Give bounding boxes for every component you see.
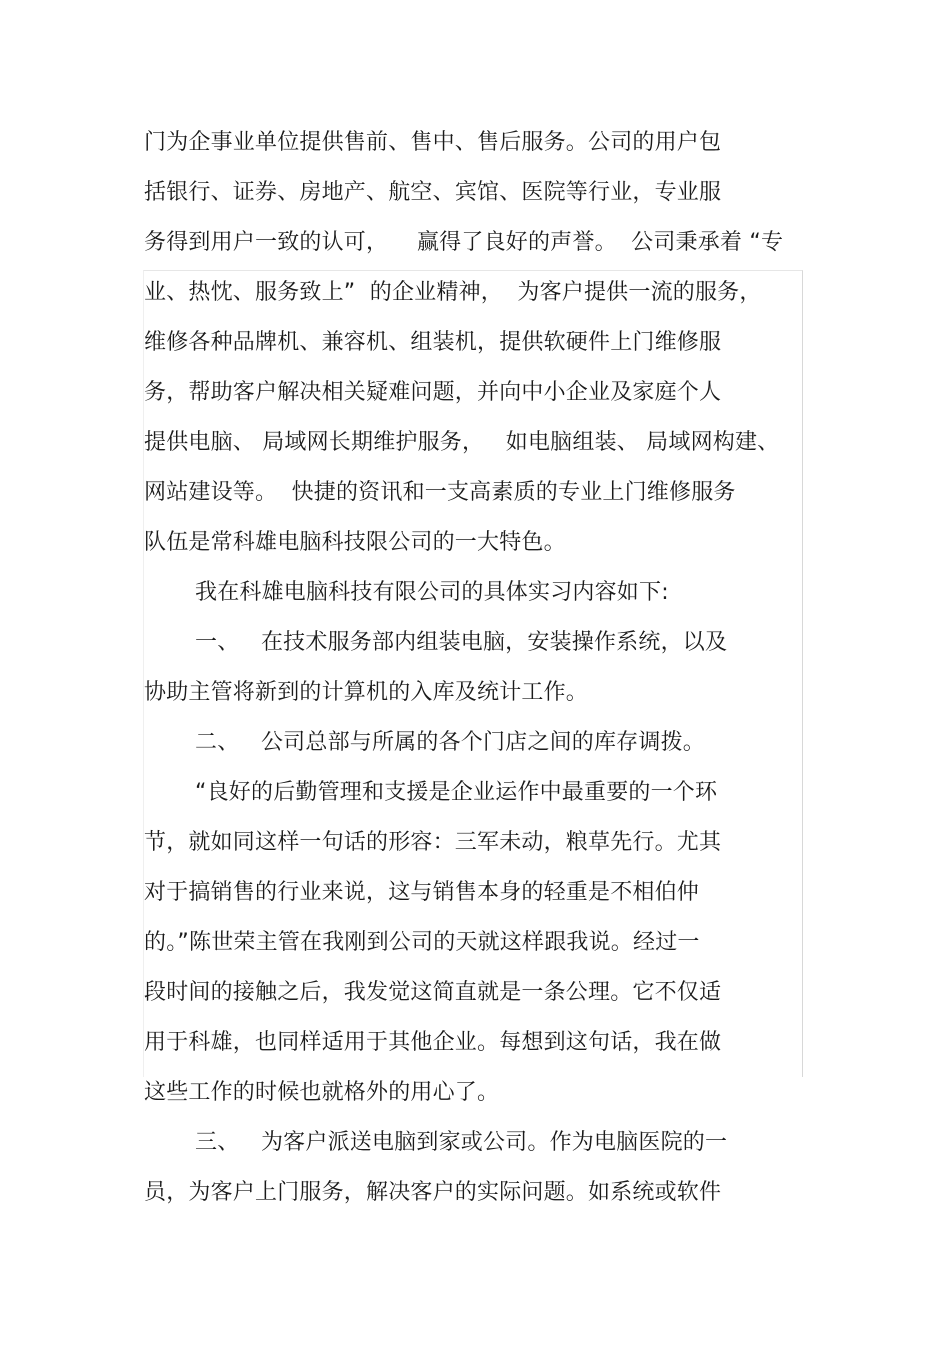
text-line: 协助主管将新到的计算机的入库及统计工作。	[144, 680, 589, 705]
text-line: 门为企事业单位提供售前、售中、售后服务。公司的用户包	[144, 130, 722, 155]
text-line: 对于搞销售的行业来说，这与销售本身的轻重是不相伯仲	[144, 880, 700, 905]
text-line: 我在科雄电脑科技有限公司的具体实习内容如下:	[195, 580, 669, 605]
body-text	[144, 118, 814, 1218]
text-line: 三、 为客户派送电脑到家或公司。作为电脑医院的一	[195, 1130, 728, 1155]
text-line: 队伍是常科雄电脑科技限公司的一大特色。	[144, 530, 566, 555]
text-line: 业、热忱、服务致上” 的企业精神， 为客户提供一流的服务，	[144, 280, 762, 305]
text-line: 段时间的接触之后，我发觉这简直就是一条公理。它不仅适	[144, 980, 722, 1005]
text-line: 员，为客户上门服务，解决客户的实际问题。如系统或软件	[144, 1180, 722, 1205]
text-line: 的。”陈世荣主管在我刚到公司的天就这样跟我说。经过一	[144, 930, 700, 955]
text-line: 用于科雄，也同样适用于其他企业。每想到这句话，我在做	[144, 1030, 722, 1055]
text-line: 这些工作的时候也就格外的用心了。	[144, 1080, 500, 1105]
text-line: 务，帮助客户解决相关疑难问题，并向中小企业及家庭个人	[144, 380, 722, 405]
text-line: 括银行、证券、房地产、航空、宾馆、医院等行业，专业服	[144, 180, 722, 205]
text-line: 维修各种品牌机、兼容机、组装机，提供软硬件上门维修服	[144, 330, 722, 355]
text-line: 提供电脑、 局域网长期维护服务， 如电脑组装、 局域网构建、	[144, 430, 780, 455]
text-line: 网站建设等。 快捷的资讯和一支高素质的专业上门维修服务	[144, 480, 736, 505]
text-line: 二、 公司总部与所属的各个门店之间的库存调拨。	[195, 730, 705, 755]
text-line: “良好的后勤管理和支援是企业运作中最重要的一个环	[195, 780, 718, 805]
text-line: 一、 在技术服务部内组装电脑，安装操作系统，以及	[195, 630, 728, 655]
text-line: 务得到用户一致的认可， 赢得了良好的声誉。 公司秉承着 “专	[144, 230, 784, 255]
text-line: 节，就如同这样一句话的形容：三军未动，粮草先行。尤其	[144, 830, 722, 855]
